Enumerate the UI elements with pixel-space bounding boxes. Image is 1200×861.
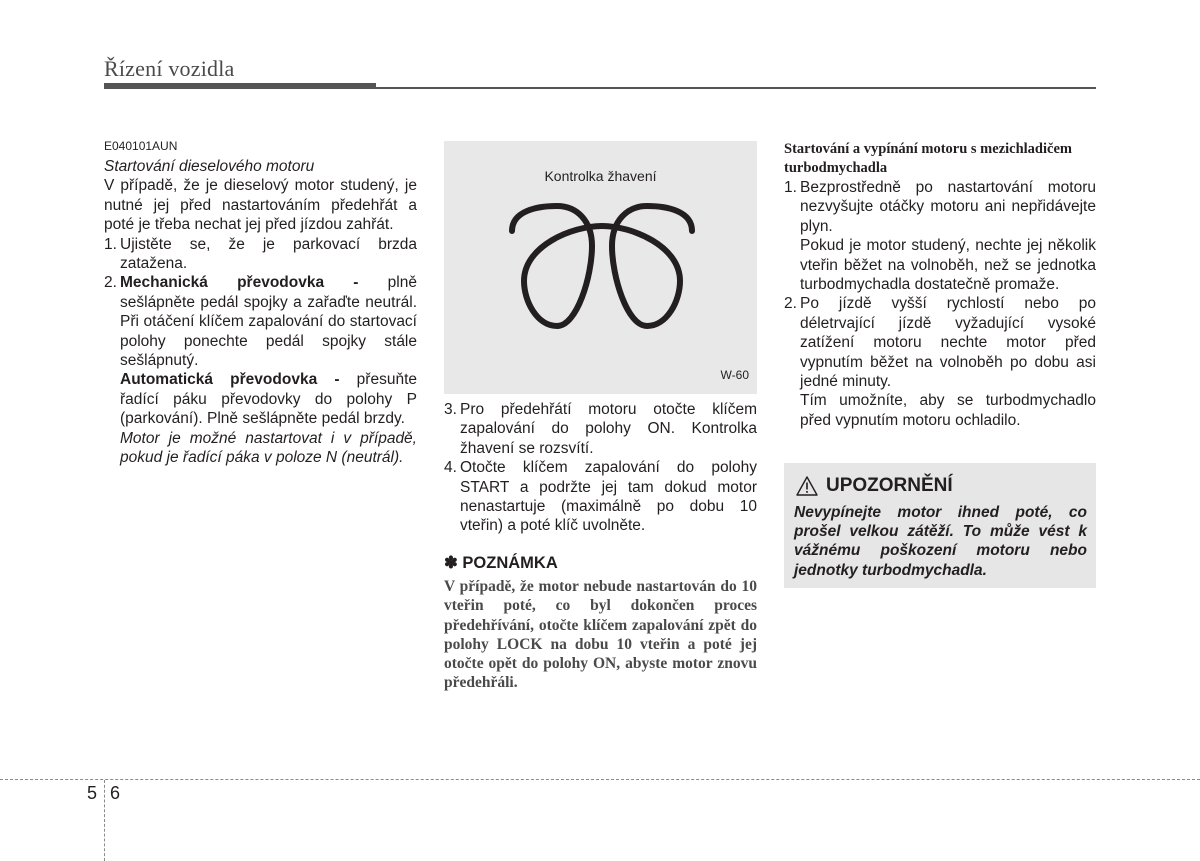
- list-text: Pro předehřátí motoru otočte klíčem zapalování do polohy ON. Kontrolka žhavení se rozsvítí.: [460, 401, 757, 457]
- header-rule-thick: [104, 83, 376, 89]
- list-extra: Pokud je motor studený, nechte jej několik vteřin běžet na volnoběh, než se jednotka turbodmychadla dostatečně promaže.: [800, 237, 1096, 294]
- list-text: Ujistěte se, že je parkovací brzda zatažena.: [120, 235, 417, 273]
- list-item: [784, 294, 1096, 391]
- list-item: [784, 178, 1096, 236]
- list-item: [104, 235, 417, 274]
- middle-column: [444, 141, 757, 692]
- warning-triangle-icon: [796, 476, 818, 496]
- manual-gearbox-text: plně sešlápněte pedál spojky a zařaďte neutrál. Při otáčení klíčem zapalování do startovací polohy ponechte pedál spojky stále sešlápnutý.: [120, 274, 417, 370]
- list-number: 1.: [784, 179, 797, 196]
- list-text: Po jízdě vyšší rychlostí nebo po déletrvající jízdě vyžadující vysoké zatížení motoru nechte motor před vypnutím běžet na volnoběh po dobu asi jedné minuty.: [800, 295, 1096, 391]
- section-subheading: Startování dieselového motoru: [104, 158, 315, 175]
- warning-title: UPOZORNĚNÍ: [826, 475, 953, 496]
- list-item: [104, 273, 417, 370]
- footer-rule: [0, 779, 1200, 780]
- list-number: 2.: [104, 274, 117, 292]
- left-column: [104, 138, 417, 468]
- automatic-gearbox-label: Automatická převodovka -: [120, 371, 340, 389]
- warning-box: [784, 463, 1096, 588]
- list-item: [444, 458, 757, 536]
- list-text: Bezprostředně po nastartování motoru nezvyšujte otáčky motoru ani nepřidávejte plyn.: [800, 179, 1096, 235]
- list-text: Otočte klíčem zapalování do polohy START a podržte jej tam dokud motor nenastartuje (maximálně po dobu 10 vteřin) a poté klíč uvolněte.: [460, 459, 757, 535]
- warning-text: Nevypínejte motor ihned poté, co prošel velkou zátěží. To může vést k vážnému poškození motoru nebo jednotky turbodmychadla.: [794, 504, 1087, 579]
- figure-code: W-60: [720, 367, 749, 382]
- list-number: 3.: [444, 401, 457, 418]
- page-title: Řízení vozidla: [104, 56, 235, 81]
- list-number: 1.: [104, 235, 117, 253]
- manual-gearbox-label: Mechanická převodovka -: [120, 274, 359, 292]
- note-title: POZNÁMKA: [462, 553, 558, 572]
- note-text: V případě, že motor nebude nastartován do 10 vteřin poté, co byl dokončen proces předehřívání, otočte klíčem zapalování zpět do polohy LOCK na dobu 10 vteřin a poté jej otočte opět do polohy ON, abyste motor znovu předehřáli.: [444, 578, 757, 692]
- header-rule-thin: [376, 87, 1096, 89]
- right-column: [784, 140, 1096, 430]
- intro-paragraph: V případě, že je dieselový motor studený, je nutné jej před nastartováním předehřát a poté je třeba nechat jej před jízdou zahřát.: [104, 177, 417, 234]
- glow-plug-icon: [502, 201, 702, 331]
- turbo-heading: Startování a vypínání motoru s mezichladičem turbodmychadla: [784, 141, 1072, 176]
- list-item: [444, 400, 757, 458]
- list-extra: Tím umožníte, aby se turbodmychadlo před vypnutím motoru ochladilo.: [800, 392, 1096, 429]
- note-heading: [444, 554, 757, 573]
- section-code: E040101AUN: [104, 139, 178, 153]
- figure-caption: Kontrolka žhavení: [544, 168, 657, 184]
- automatic-gearbox-text: přesuňte řadící páku převodovky do polohy P (parkování). Plně sešlápněte pedál brzdy.: [120, 371, 417, 428]
- automatic-gearbox-paragraph: [104, 370, 417, 428]
- chapter-number: 5: [87, 783, 98, 803]
- list-number: 2.: [784, 295, 797, 313]
- list-text: [120, 273, 417, 370]
- note-star-icon: ✽: [444, 553, 458, 572]
- warning-heading: [796, 475, 953, 497]
- footer-divider: [104, 780, 105, 861]
- list-number: 4.: [444, 459, 457, 477]
- page-number: 6: [110, 783, 121, 803]
- glow-indicator-figure: [444, 141, 757, 394]
- neutral-note: Motor je možné nastartovat i v případě, pokud je řadící páka v poloze N (neutrál).: [120, 429, 417, 467]
